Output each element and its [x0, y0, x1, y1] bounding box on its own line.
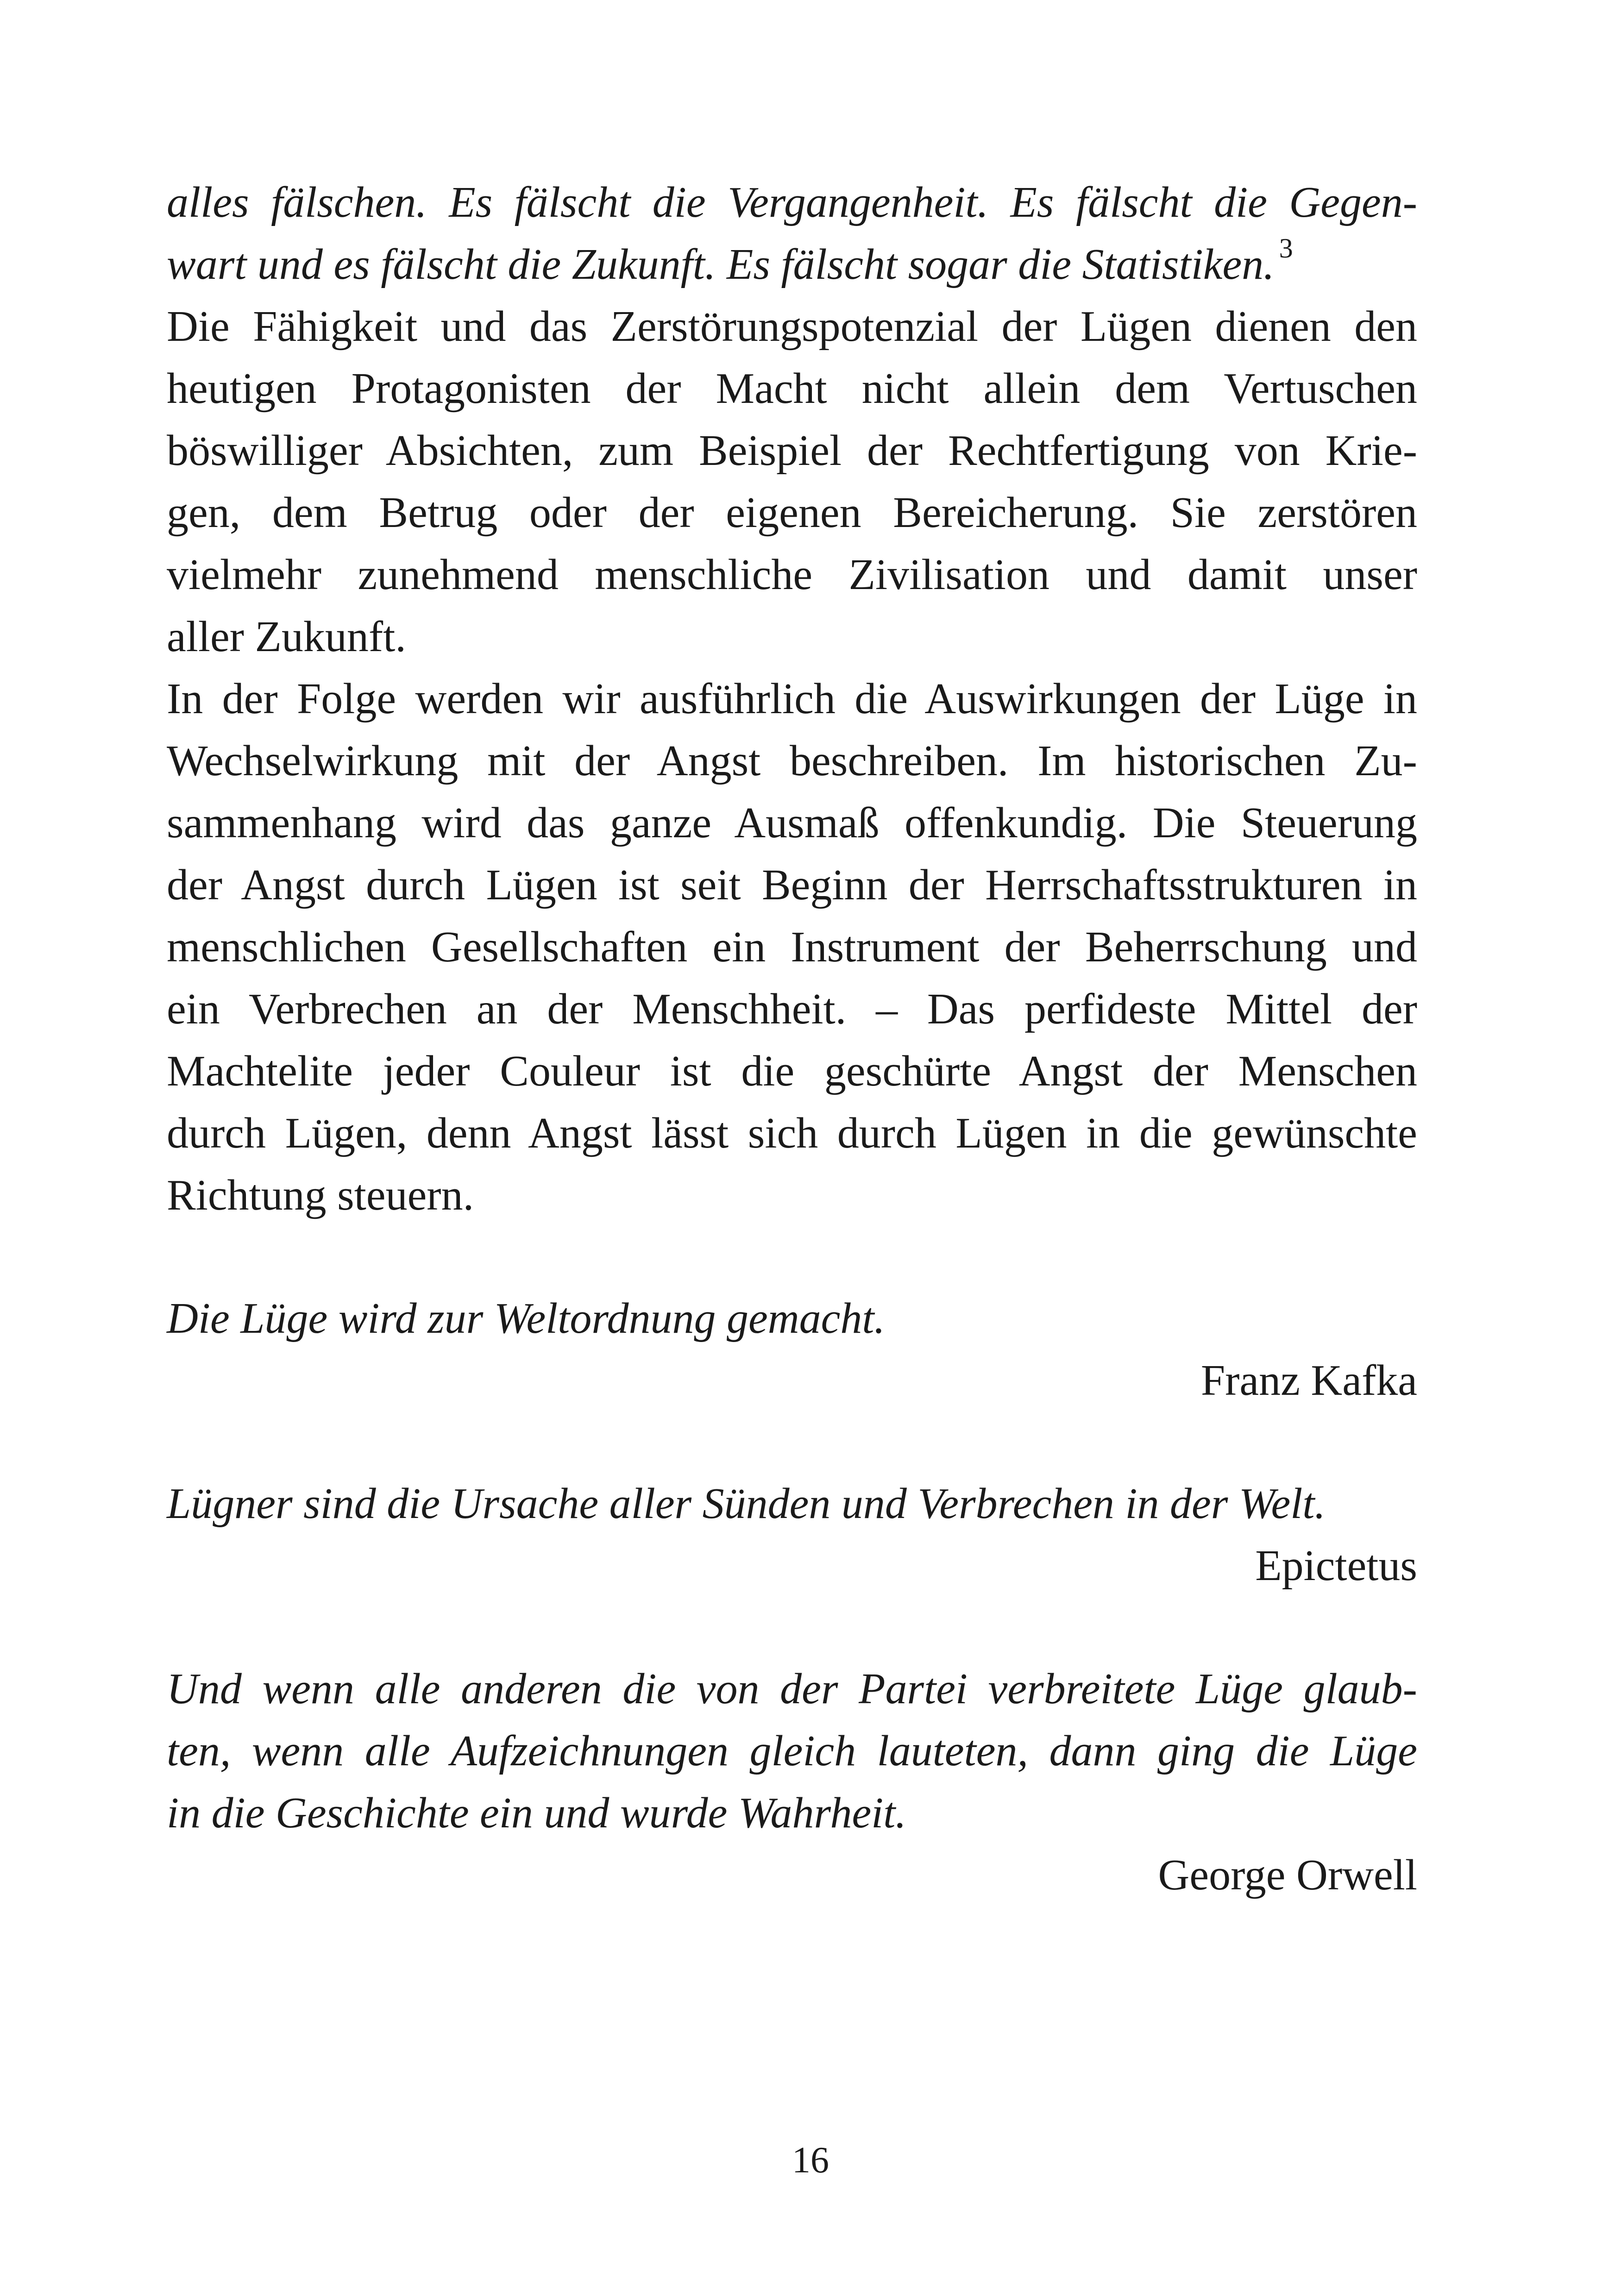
paragraph-2 — [167, 668, 1417, 1226]
paragraph-line: Richtung steuern. — [167, 1171, 474, 1219]
quote-line: in die Geschichte ein und wurde Wahrheit. — [167, 1789, 906, 1837]
intro-quote-line: wart und es fälscht die Zukunft. Es fälscht sogar die Statistiken. $^3$ — [167, 232, 1293, 289]
paragraph-line: In der Folge werden wir ausführlich die Auswirkungen der Lüge in — [167, 675, 1417, 723]
paragraph-line: böswilliger Absichten, zum Beispiel der Rechtfertigung von Krie- — [167, 427, 1417, 475]
paragraph-line: ein Verbrechen an der Menschheit. – Das perfideste Mittel der — [167, 985, 1417, 1033]
footnote-marker: 3 — [1279, 232, 1293, 263]
quote-orwell — [167, 1658, 1417, 1906]
paragraph-line: der Angst durch Lügen ist seit Beginn der Herrschaftsstrukturen in — [167, 861, 1417, 909]
paragraph-line: gen, dem Betrug oder der eigenen Bereicherung. Sie zerstören — [167, 489, 1417, 537]
paragraph-line: Wechselwirkung mit der Angst beschreiben. Im historischen Zu- — [167, 737, 1417, 785]
quote-line: Lügner sind die Ursache aller Sünden und Verbrechen in der Welt. — [167, 1480, 1326, 1528]
quote-author: George Orwell — [1158, 1851, 1417, 1899]
paragraph-line: sammenhang wird das ganze Ausmaß offenkundig. Die Steuerung — [167, 799, 1417, 847]
paragraph-line: Die Fähigkeit und das Zerstörungspotenzial der Lügen dienen den — [167, 302, 1417, 351]
page-number: 16 — [792, 2140, 829, 2181]
quote-epictetus — [167, 1473, 1417, 1597]
paragraph-line: heutigen Protagonisten der Macht nicht allein dem Vertuschen — [167, 364, 1417, 413]
paragraph-line: aller Zukunft. — [167, 613, 406, 661]
intro-quote — [167, 171, 1417, 295]
quote-author: Epictetus — [1255, 1542, 1417, 1590]
quote-line: Die Lüge wird zur Weltordnung gemacht. — [167, 1294, 885, 1342]
paragraph-line: vielmehr zunehmend menschliche Zivilisation und damit unser — [167, 551, 1417, 599]
quote-author: Franz Kafka — [1200, 1356, 1417, 1405]
paragraph-1 — [167, 295, 1417, 668]
quote-line: ten, wenn alle Aufzeichnungen gleich lauteten, dann ging die Lüge — [167, 1727, 1417, 1775]
paragraph-line: durch Lügen, denn Angst lässt sich durch Lügen in die gewünschte — [167, 1109, 1417, 1157]
intro-quote-line: alles fälschen. Es fälscht die Vergangenheit. Es fälscht die Gegen- — [167, 178, 1417, 226]
paragraph-line: menschlichen Gesellschaften ein Instrument der Beherrschung und — [167, 923, 1417, 971]
quote-kafka — [167, 1287, 1417, 1411]
paragraph-line: Machtelite jeder Couleur ist die geschürte Angst der Menschen — [167, 1047, 1417, 1095]
quote-line: Und wenn alle anderen die von der Partei verbreitete Lüge glaub- — [167, 1665, 1417, 1713]
